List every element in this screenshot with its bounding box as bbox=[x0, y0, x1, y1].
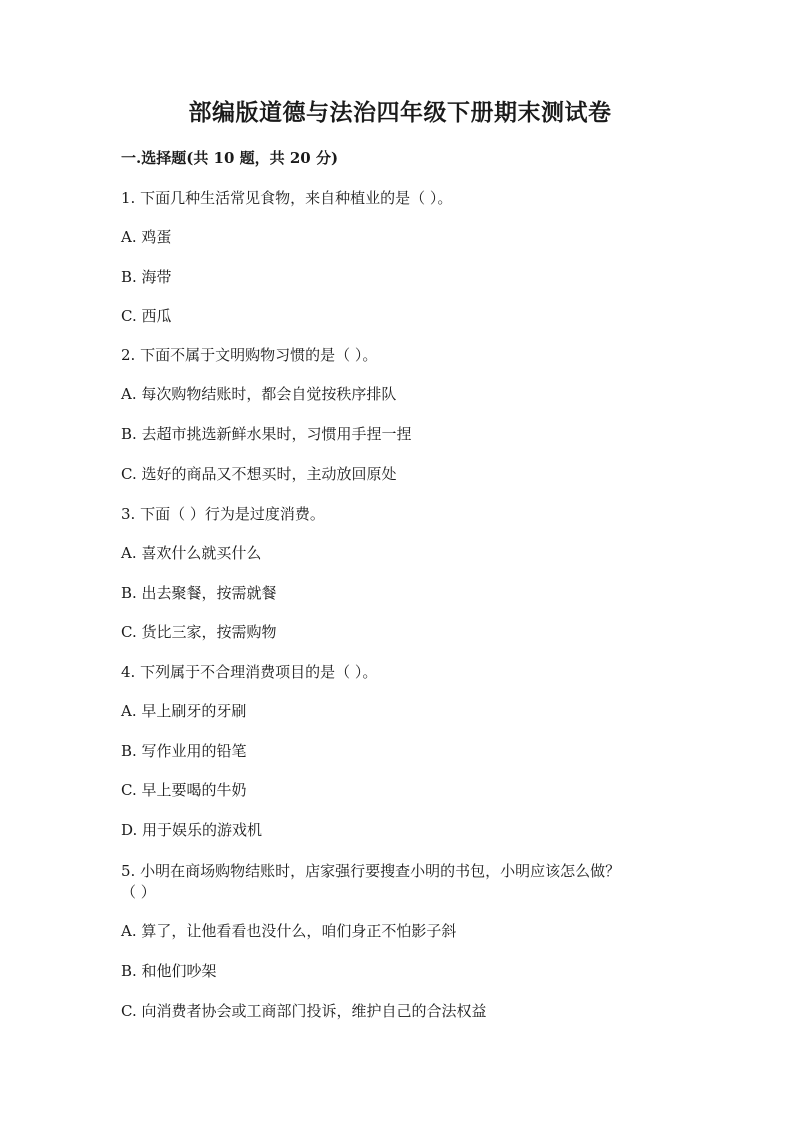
question-stem: 2. 下面不属于文明购物习惯的是（ ）。 bbox=[121, 346, 378, 364]
option-d: D. 用于娱乐的游戏机 bbox=[121, 821, 263, 839]
section-heading: 一.选择题(共 10 题，共 20 分) bbox=[121, 149, 339, 167]
question-stem: 5. 小明在商场购物结账时，店家强行要搜查小明的书包，小明应该怎么做？ bbox=[121, 862, 621, 880]
option-b: B. 去超市挑选新鲜水果时，习惯用手捏一捏 bbox=[121, 425, 412, 443]
option-c: C. 选好的商品又不想买时，主动放回原处 bbox=[121, 465, 397, 483]
option-b: B. 出去聚餐，按需就餐 bbox=[121, 584, 277, 602]
question-stem: 3. 下面（ ）行为是过度消费。 bbox=[121, 505, 325, 523]
question-stem-continuation: （ ） bbox=[121, 883, 156, 901]
option-a: A. 早上刷牙的牙刷 bbox=[121, 702, 247, 720]
option-a: A. 喜欢什么就买什么 bbox=[121, 544, 262, 562]
question-stem: 1. 下面几种生活常见食物，来自种植业的是（ ）。 bbox=[121, 189, 453, 207]
option-b: B. 海带 bbox=[121, 268, 172, 286]
page-title: 部编版道德与法治四年级下册期末测试卷 bbox=[188, 99, 612, 126]
option-b: B. 写作业用的铅笔 bbox=[121, 742, 247, 760]
option-c: C. 货比三家，按需购物 bbox=[121, 623, 277, 641]
option-c: C. 早上要喝的牛奶 bbox=[121, 781, 247, 799]
option-c: C. 西瓜 bbox=[121, 307, 172, 325]
option-c: C. 向消费者协会或工商部门投诉，维护自己的合法权益 bbox=[121, 1002, 487, 1020]
option-a: A. 鸡蛋 bbox=[121, 228, 172, 246]
option-a: A. 每次购物结账时，都会自觉按秩序排队 bbox=[121, 385, 397, 403]
question-stem: 4. 下列属于不合理消费项目的是（ ）。 bbox=[121, 663, 378, 681]
option-a: A. 算了，让他看看也没什么，咱们身正不怕影子斜 bbox=[121, 922, 457, 940]
option-b: B. 和他们吵架 bbox=[121, 962, 217, 980]
